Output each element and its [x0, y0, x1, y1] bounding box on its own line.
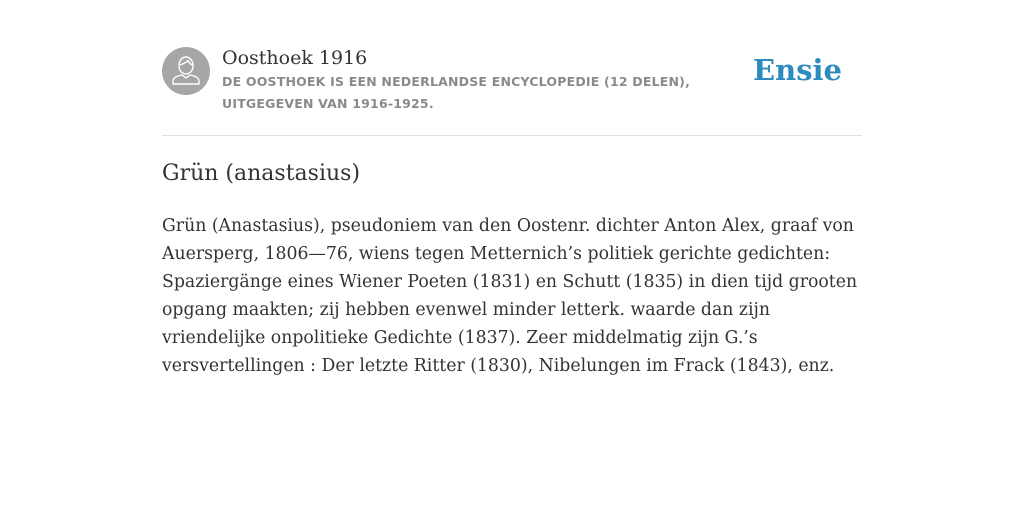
- source-title[interactable]: Oosthoek 1916: [222, 47, 368, 69]
- entry-body: Grün (Anastasius), pseudoniem van den Oostenr. dichter Anton Alex, graaf von Auersperg, 1806—76, wiens tegen Metternich’s politiek gerichte gedichten: Spaziergänge eines Wiener Poeten (1831) en Schutt (1835) in dien tijd grooten opgang maakten; zij hebben evenwel minder letterk. waarde dan zijn vriendelijke onpolitieke Gedichte (1837). Zeer middelmatig zijn G.’s versvertellingen : Der letzte Ritter (1830), Nibelungen im Frack (1843), enz.: [162, 216, 858, 376]
- header-divider: [162, 135, 862, 136]
- ensie-logo-link[interactable]: Ensie: [753, 53, 842, 87]
- user-avatar-icon[interactable]: [162, 47, 210, 95]
- source-header: [162, 46, 862, 116]
- entry-title: Grün (anastasius): [162, 161, 361, 186]
- source-description: DE OOSTHOEK IS EEN NEDERLANDSE ENCYCLOPEDIE (12 DELEN), UITGEGEVEN VAN 1916-1925.: [222, 74, 691, 111]
